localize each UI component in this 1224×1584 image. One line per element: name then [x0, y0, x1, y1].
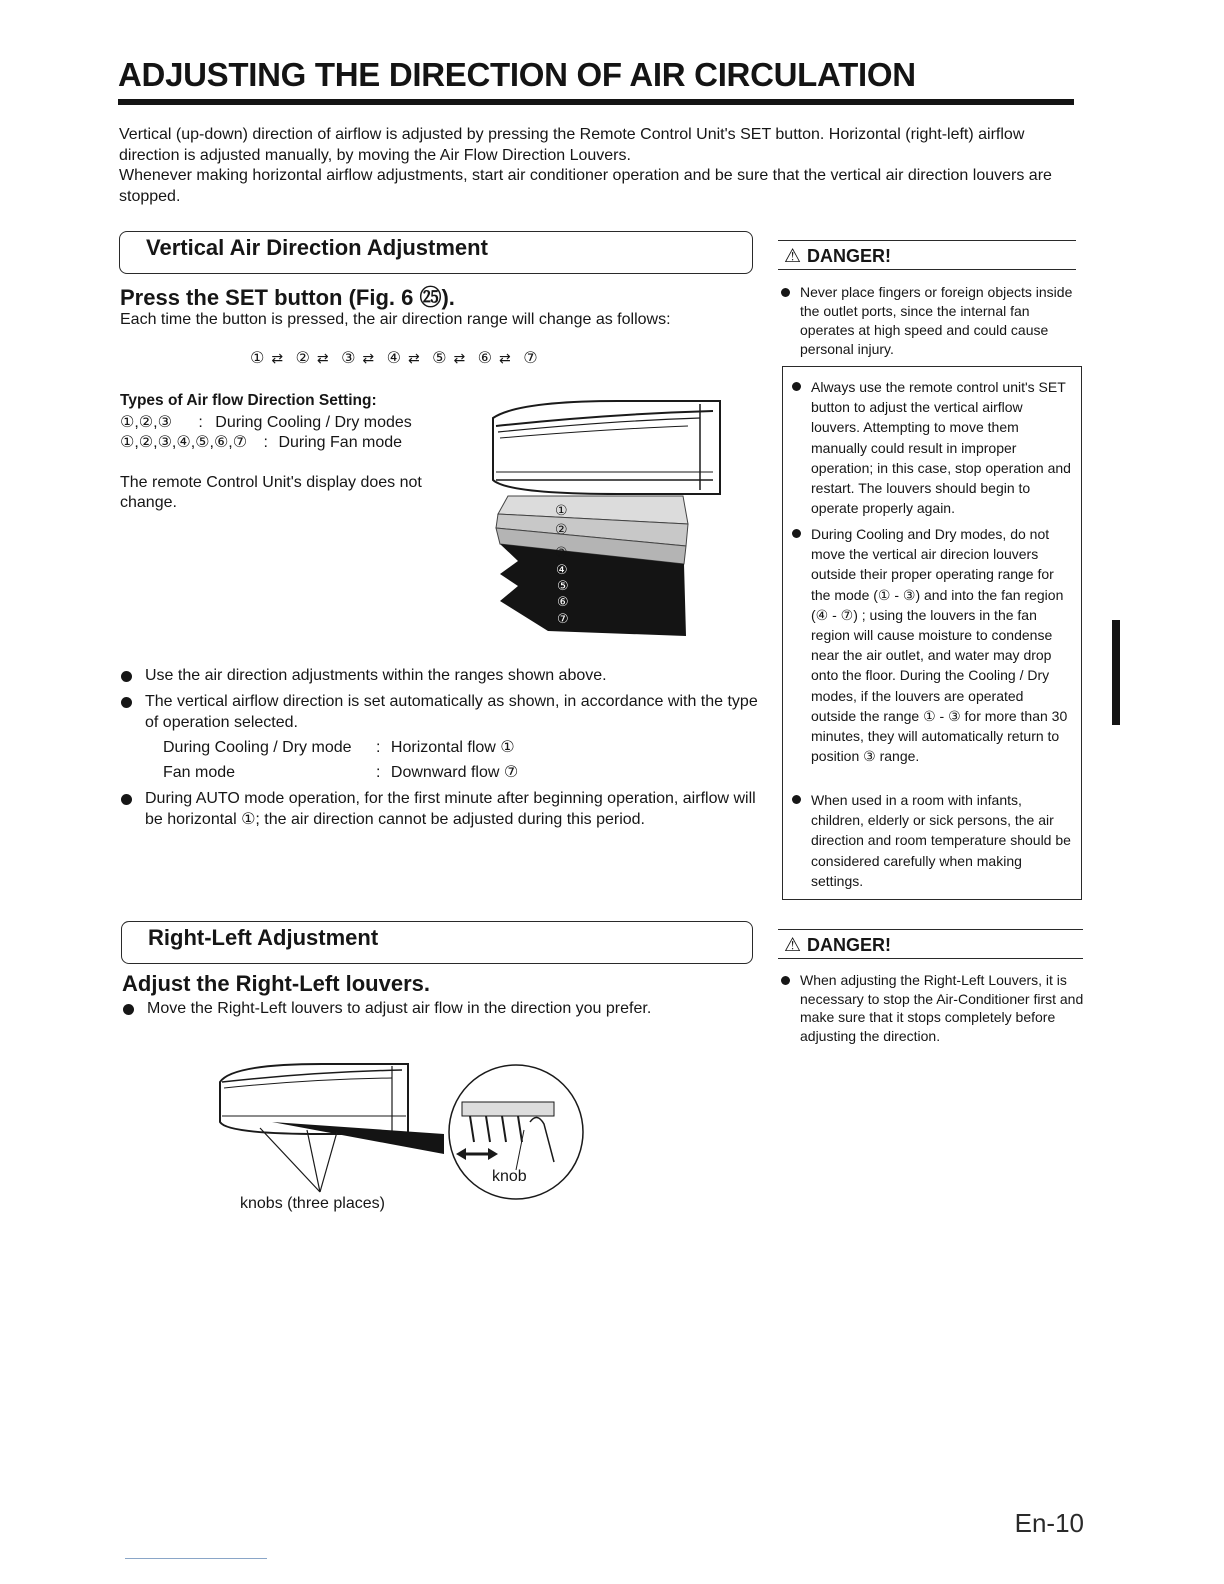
seq-arrow-4: ⇄: [407, 350, 421, 366]
direction-sequence: [250, 348, 539, 368]
auto-row-1: [163, 738, 515, 758]
type-row-1: [120, 413, 412, 433]
fig-label-3: ③: [555, 544, 568, 560]
bullet-dot: [123, 1004, 134, 1015]
bullet-dot: [792, 382, 801, 391]
rightleft-bullet: [123, 999, 763, 1020]
bullet-dot: [121, 794, 132, 805]
seq-step-1: ①: [250, 350, 266, 367]
vertical-bullet-1: [121, 666, 761, 687]
fig-label-6: ⑥: [557, 594, 569, 609]
vertical-bullet-3: [121, 789, 761, 830]
fig-label-2: ②: [555, 521, 568, 537]
caution-item-3-text: When used in a room with infants, children, elderly or sick persons, the air direction and room temperature should be considered carefully when making settings.: [811, 792, 1071, 889]
rightleft-section-heading: Right-Left Adjustment: [148, 925, 379, 950]
fig-label-7: ⑦: [557, 611, 569, 626]
bullet-dot: [121, 697, 132, 708]
bullet-dot: [792, 795, 801, 804]
seq-arrow-2: ⇄: [316, 350, 330, 366]
bullet-dot: [121, 671, 132, 682]
seq-step-6: ⑥: [477, 350, 493, 367]
auto-row-2-mode: Fan mode: [163, 764, 236, 781]
vertical-bullet-2: [121, 692, 761, 733]
vertical-bullet-3-text: During AUTO mode operation, for the first minute after beginning operation, airflow will be horizontal ①; the air direction cannot be adjusted during this period.: [145, 790, 756, 828]
intro-paragraph-1: Vertical (up-down) direction of airflow is adjusted by pressing the Remote Control Unit's SET button. Horizontal (right-left) airflow direction is adjusted manually, by moving the Air Flow Direction Louvers.: [119, 126, 1025, 164]
caution-item-1: [792, 377, 1072, 518]
seq-step-2: ②: [295, 350, 311, 367]
type-row-2: [120, 433, 402, 453]
types-heading: Types of Air flow Direction Setting:: [120, 392, 377, 409]
caution-item-1-text: Always use the remote control unit's SET button to adjust the vertical airflow louvers. Attempting to move them manually could result in improper operation; in this case, stop operation and restart. The louvers should begin to operate properly again.: [811, 379, 1071, 517]
intro-paragraph-2: Whenever making horizontal airflow adjustments, start air conditioner operation and be sure that the vertical air direction louvers are stopped.: [119, 167, 1052, 205]
auto-row-2-sep: :: [376, 764, 381, 781]
rightleft-bullet-text: Move the Right-Left louvers to adjust air flow in the direction you prefer.: [147, 1000, 652, 1017]
type-row-1-sep: :: [198, 414, 203, 431]
page-number: En-10: [1014, 1508, 1084, 1538]
danger-heading-1: [778, 240, 1076, 270]
danger1-item: [781, 283, 1079, 359]
display-note: The remote Control Unit's display does not change.: [120, 474, 422, 511]
knob-label: knob: [492, 1168, 527, 1185]
seq-arrow-5: ⇄: [453, 350, 467, 366]
type-row-2-positions: ①,②,③,④,⑤,⑥,⑦: [120, 434, 248, 451]
type-row-1-mode: During Cooling / Dry modes: [215, 414, 412, 431]
seq-step-4: ④: [386, 350, 402, 367]
danger-heading-2: [778, 929, 1083, 959]
fig-label-5: ⑤: [557, 578, 569, 593]
intro-text: [119, 125, 1079, 207]
bullet-dot: [781, 288, 790, 297]
section-marker-bar: [1112, 620, 1120, 725]
vertical-lead-text: Each time the button is pressed, the air direction range will change as follows:: [120, 311, 671, 328]
danger-heading-1-text: DANGER!: [807, 246, 892, 266]
type-row-2-mode: During Fan mode: [278, 434, 403, 451]
vertical-bullet-1-text: Use the air direction adjustments within the ranges shown above.: [145, 667, 607, 684]
footer-line: [125, 1558, 267, 1559]
seq-arrow-6: ⇄: [499, 350, 512, 366]
seq-arrow-3: ⇄: [362, 350, 376, 366]
type-row-1-positions: ①,②,③: [120, 414, 172, 431]
seq-step-3: ③: [341, 350, 357, 367]
rightleft-figure: [212, 1052, 592, 1212]
title-rule: [118, 99, 1074, 105]
vertical-section-heading: Vertical Air Direction Adjustment: [146, 235, 488, 260]
auto-row-2: [163, 763, 518, 783]
danger-heading-2-text: DANGER!: [807, 935, 892, 955]
fig-label-4: ④: [556, 562, 568, 577]
caution-item-2: [792, 524, 1072, 766]
fig-label-1: ①: [555, 502, 568, 518]
page-title: ADJUSTING THE DIRECTION OF AIR CIRCULATION: [118, 56, 916, 93]
rightleft-subheading: Adjust the Right-Left louvers.: [122, 971, 430, 996]
rightleft-section-heading-box: [121, 921, 753, 964]
caution-item-3: [792, 790, 1072, 891]
warning-triangle-icon: ⚠: [784, 935, 802, 956]
warning-triangle-icon: ⚠: [784, 246, 802, 267]
bullet-dot: [792, 529, 801, 538]
auto-row-1-sep: :: [376, 739, 381, 756]
seq-arrow-1: ⇄: [271, 350, 285, 366]
set-button-subheading: Press the SET button (Fig. 6 ㉕).: [120, 285, 455, 310]
vertical-section-heading-box: [119, 231, 753, 274]
vertical-bullet-2-text: The vertical airflow direction is set automatically as shown, in accordance with the type of operation selected.: [145, 693, 758, 731]
seq-step-5: ⑤: [432, 350, 448, 367]
auto-row-2-flow: Downward flow ⑦: [390, 764, 519, 781]
auto-row-1-flow: Horizontal flow ①: [390, 739, 515, 756]
caution-item-2-text: During Cooling and Dry modes, do not move the vertical air direcion louvers outside their proper operating range for the mode (① - ③) and into the fan region (④ - ⑦) ; using the louvers in the fan region will cause moisture to condense near the air outlet, and water may drop onto the floor. During the Cooling / Dry modes, if the louvers are operated outside the range ① - ③ for more than 30 minutes, they will automatically return to position ③ range.: [811, 526, 1068, 765]
knobs-label: knobs (three places): [240, 1195, 385, 1212]
danger2-item-text: When adjusting the Right-Left Louvers, it is necessary to stop the Air-Conditioner first and make sure that it stops completely before adjusting the direction.: [800, 972, 1084, 1044]
type-row-2-sep: :: [263, 434, 268, 451]
bullet-dot: [781, 976, 790, 985]
vertical-airflow-figure: [488, 396, 728, 636]
danger2-item: [781, 971, 1085, 1045]
danger1-item-text: Never place fingers or foreign objects inside the outlet ports, since the internal fan operates at high speed and could cause personal injury.: [800, 284, 1073, 357]
auto-row-1-mode: During Cooling / Dry mode: [163, 739, 352, 756]
seq-step-7: ⑦: [523, 350, 539, 367]
